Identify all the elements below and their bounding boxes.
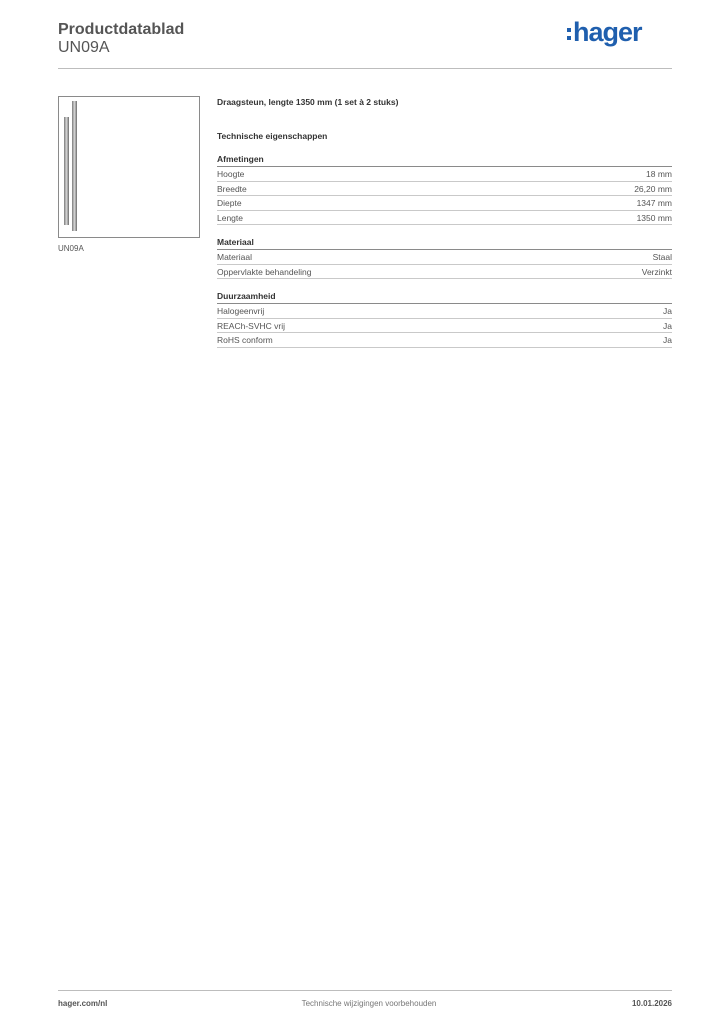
footer-divider	[58, 990, 672, 991]
spec-value: 1350 mm	[636, 212, 672, 223]
footer-date: 10.01.2026	[631, 999, 672, 1008]
spec-section	[217, 290, 672, 348]
spec-label: Lengte	[217, 212, 243, 223]
spec-label: Hoogte	[217, 169, 245, 179]
spec-row	[217, 333, 672, 348]
spec-row	[217, 196, 672, 211]
product-image	[58, 96, 200, 238]
product-title: Draagsteun, lengte 1350 mm (1 set à 2 stuks)	[217, 97, 399, 107]
spec-value: Ja	[663, 306, 672, 316]
spec-section-title: Materiaal	[217, 236, 672, 250]
spec-value: Ja	[663, 335, 672, 345]
spec-row	[217, 304, 672, 319]
spec-row	[217, 167, 672, 182]
product-image-caption: UN09A	[58, 244, 84, 253]
header-divider	[58, 68, 672, 69]
spec-value: Staal	[652, 252, 672, 262]
technical-properties-heading: Technische eigenschappen	[217, 131, 328, 141]
spec-label: RoHS conform	[217, 335, 273, 345]
spec-value: 18 mm	[646, 169, 672, 179]
product-code: UN09A	[58, 39, 110, 56]
spec-row	[217, 182, 672, 197]
spec-value: 26,20 mm	[634, 183, 672, 194]
spec-value: Verzinkt	[641, 266, 672, 277]
spec-label: Halogeenvrij	[217, 306, 265, 316]
spec-row	[217, 319, 672, 334]
spec-section-title: Duurzaamheid	[217, 290, 672, 304]
spec-value: Ja	[663, 320, 672, 331]
spec-label: REACh-SVHC vrij	[217, 320, 286, 331]
product-details	[217, 95, 672, 348]
footer-website: hager.com/nl	[58, 999, 108, 1008]
spec-sections	[217, 153, 672, 348]
spec-row	[217, 265, 672, 280]
logo-text: hager	[573, 16, 642, 47]
spec-section	[217, 236, 672, 279]
spec-row	[217, 250, 672, 265]
logo-dots-icon	[567, 28, 571, 40]
spec-label: Breedte	[217, 183, 247, 194]
rail-image-right	[72, 101, 77, 231]
spec-row	[217, 211, 672, 226]
footer-disclaimer: Technische wijzigingen voorbehouden	[301, 999, 437, 1008]
spec-label: Materiaal	[217, 252, 252, 262]
spec-label: Diepte	[217, 198, 242, 208]
rail-image-left	[64, 117, 69, 225]
spec-section	[217, 153, 672, 225]
spec-label: Oppervlakte behandeling	[217, 266, 312, 277]
spec-section-title: Afmetingen	[217, 153, 672, 167]
document-title: Productdatablad	[58, 21, 185, 38]
spec-value: 1347 mm	[636, 198, 672, 208]
hager-logo	[567, 17, 642, 47]
